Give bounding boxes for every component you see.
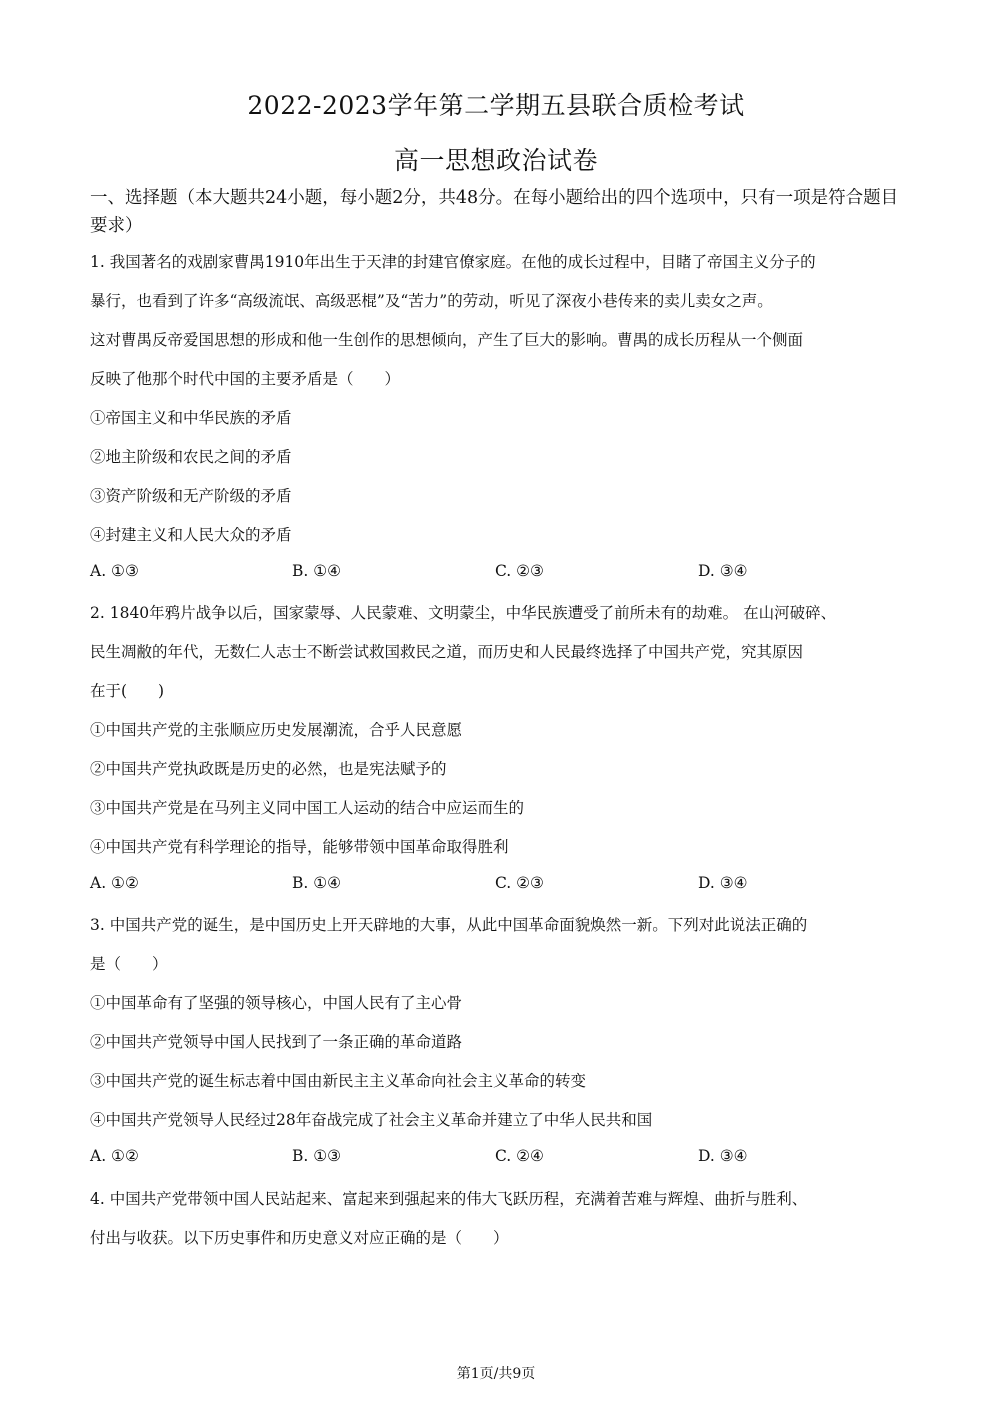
question-1-line-2: 暴行，也看到了许多“高级流氓、高级恶棍”及“苦力”的劳动，听见了深夜小巷传来的卖儿卖女之声。 <box>90 292 773 310</box>
question-3-line-1: 3. 中国共产党的诞生，是中国历史上开天辟地的大事，从此中国革命面貌焕然一新。下列对此说法正确的 <box>90 916 808 934</box>
question-2-options <box>90 874 910 896</box>
question-2-item-1: ①中国共产党的主张顺应历史发展潮流，合乎人民意愿 <box>90 721 463 739</box>
question-1-line-4: 反映了他那个时代中国的主要矛盾是（ ） <box>90 370 401 388</box>
question-2-line-1: 2. 1840年鸦片战争以后，国家蒙辱、人民蒙难、文明蒙尘，中华民族遭受了前所未有的劫难。 在山河破碎、 <box>90 604 837 622</box>
question-3-options <box>90 1147 910 1169</box>
question-3-option-a[interactable]: A. ①② <box>90 1147 139 1165</box>
question-2-option-b[interactable]: B. ①④ <box>292 874 342 892</box>
question-4-line-2: 付出与收获。以下历史事件和历史意义对应正确的是（ ） <box>90 1229 509 1247</box>
question-2-line-3: 在于( ) <box>90 682 165 700</box>
question-1-item-1: ①帝国主义和中华民族的矛盾 <box>90 409 292 427</box>
question-1-item-2: ②地主阶级和农民之间的矛盾 <box>90 448 292 466</box>
question-2-item-3: ③中国共产党是在马列主义同中国工人运动的结合中应运而生的 <box>90 799 525 817</box>
question-2-item-4: ④中国共产党有科学理论的指导，能够带领中国革命取得胜利 <box>90 838 509 856</box>
question-2-line-2: 民生凋敝的年代，无数仁人志士不断尝试救国救民之道，而历史和人民最终选择了中国共产党，究其原因 <box>90 643 804 661</box>
question-1-options <box>90 562 910 584</box>
question-3-option-d[interactable]: D. ③④ <box>698 1147 748 1165</box>
question-3-item-3: ③中国共产党的诞生标志着中国由新民主主义革命向社会主义革命的转变 <box>90 1072 587 1090</box>
section-heading: 一、选择题（本大题共24小题，每小题2分，共48分。在每小题给出的四个选项中，只有一项是符合题目要求） <box>90 188 899 236</box>
question-1-item-4: ④封建主义和人民大众的矛盾 <box>90 526 292 544</box>
question-1-line-1: 1. 我国著名的戏剧家曹禺1910年出生于天津的封建官僚家庭。在他的成长过程中，目睹了帝国主义分子的 <box>90 253 816 271</box>
question-3-option-c[interactable]: C. ②④ <box>495 1147 544 1165</box>
question-1-option-a[interactable]: A. ①③ <box>90 562 139 580</box>
question-3-item-2: ②中国共产党领导中国人民找到了一条正确的革命道路 <box>90 1033 463 1051</box>
question-3-option-b[interactable]: B. ①③ <box>292 1147 342 1165</box>
question-3-line-2: 是（ ） <box>90 955 168 973</box>
question-2-option-c[interactable]: C. ②③ <box>495 874 544 892</box>
question-1-option-b[interactable]: B. ①④ <box>292 562 342 580</box>
exam-title: 2022-2023学年第二学期五县联合质检考试 <box>247 91 745 120</box>
question-2-option-d[interactable]: D. ③④ <box>698 874 748 892</box>
question-1-option-c[interactable]: C. ②③ <box>495 562 544 580</box>
question-1-item-3: ③资产阶级和无产阶级的矛盾 <box>90 487 292 505</box>
page-number: 第1页/共9页 <box>456 1366 536 1382</box>
exam-subtitle: 高一思想政治试卷 <box>393 146 598 175</box>
question-1-line-3: 这对曹禺反帝爱国思想的形成和他一生创作的思想倾向，产生了巨大的影响。曹禺的成长历程从一个侧面 <box>90 331 804 349</box>
question-1-option-d[interactable]: D. ③④ <box>698 562 748 580</box>
question-4-line-1: 4. 中国共产党带领中国人民站起来、富起来到强起来的伟大飞跃历程，充满着苦难与辉煌、曲折与胜利、 <box>90 1190 808 1208</box>
question-2-option-a[interactable]: A. ①② <box>90 874 139 892</box>
question-3-item-4: ④中国共产党领导人民经过28年奋战完成了社会主义革命并建立了中华人民共和国 <box>90 1111 653 1129</box>
question-3-item-1: ①中国革命有了坚强的领导核心，中国人民有了主心骨 <box>90 994 463 1012</box>
question-2-item-2: ②中国共产党执政既是历史的必然，也是宪法赋予的 <box>90 760 447 778</box>
